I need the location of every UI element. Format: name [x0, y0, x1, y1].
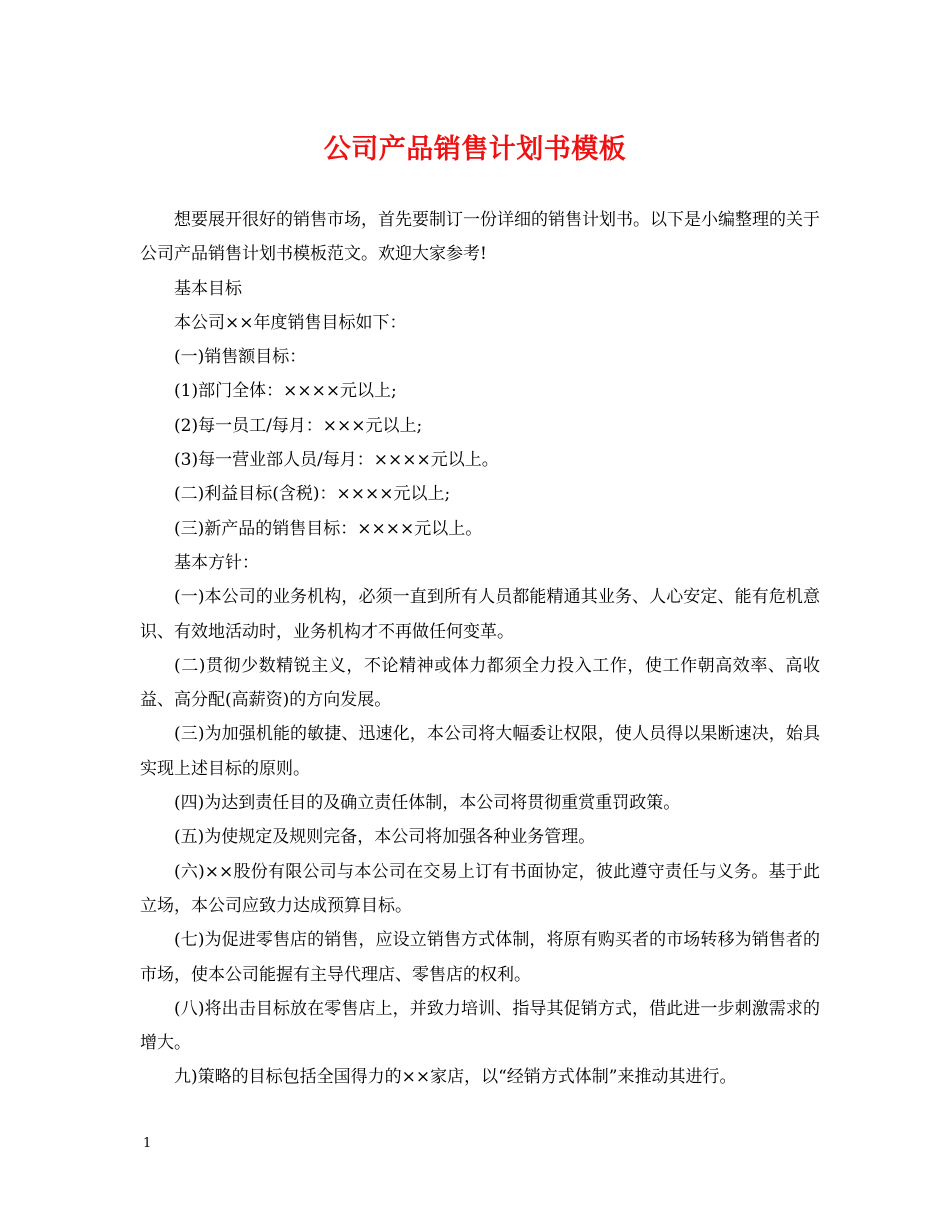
paragraph-policy-1: (一)本公司的业务机构，必须一直到所有人员都能精通其业务、人心安定、能有危机意识、有效地活动时，业务机构才不再做任何变革。: [140, 587, 820, 642]
paragraph-annual-goal: 本公司××年度销售目标如下：: [174, 312, 407, 333]
paragraph-new-product-target: (三)新产品的销售目标：××××元以上。: [174, 518, 483, 539]
paragraph-policy-3: (三)为加强机能的敏捷、迅速化，本公司将大幅委让权限，使人员得以果断速决，始具实现上述目标的原则。: [140, 724, 820, 779]
paragraph-basic-goal-heading: 基本目标: [174, 278, 242, 299]
paragraph-profit-target: (二)利益目标(含税)：××××元以上;: [174, 484, 451, 505]
paragraph-sales-staff-target: (3)每一营业部人员/每月：××××元以上。: [174, 450, 499, 471]
paragraph-policy-2: (二)贯彻少数精锐主义，不论精神或体力都须全力投入工作，使工作朝高效率、高收益、高分配(高薪资)的方向发展。: [140, 655, 820, 711]
paragraph-policy-5: (五)为使规定及规则完备，本公司将加强各种业务管理。: [174, 827, 596, 848]
paragraph-employee-target: (2)每一员工/每月：×××元以上;: [174, 415, 423, 436]
paragraph-policy-9: 九)策略的目标包括全国得力的××家店，以“经销方式体制”来推动其进行。: [174, 1067, 737, 1088]
document-body: [140, 203, 820, 1095]
paragraph-policy-8: (八)将出击目标放在零售店上，并致力培训、指导其促销方式，借此进一步刺激需求的增大。: [140, 998, 820, 1054]
paragraph-basic-policy-heading: 基本方针：: [174, 552, 259, 573]
paragraph-department-target: (1)部门全体：××××元以上;: [174, 381, 397, 402]
paragraph-sales-target: (一)销售额目标：: [174, 347, 307, 368]
paragraph-policy-6: (六)××股份有限公司与本公司在交易上订有书面协定，彼此遵守责任与义务。基于此立场，本公司应致力达成预算目标。: [140, 861, 820, 916]
paragraph-policy-4: (四)为达到责任目的及确立责任体制，本公司将贯彻重赏重罚政策。: [174, 793, 681, 814]
paragraph-policy-7: (七)为促进零售店的销售，应设立销售方式体制，将原有购买者的市场转移为销售者的市场，使本公司能握有主导代理店、零售店的权利。: [140, 930, 820, 985]
paragraph-intro: 想要展开很好的销售市场，首先要制订一份详细的销售计划书。以下是小编整理的关于公司产品销售计划书模板范文。欢迎大家参考!: [140, 210, 820, 265]
page-number: 1: [143, 1136, 152, 1151]
document-title: 公司产品销售计划书模板: [323, 134, 627, 165]
